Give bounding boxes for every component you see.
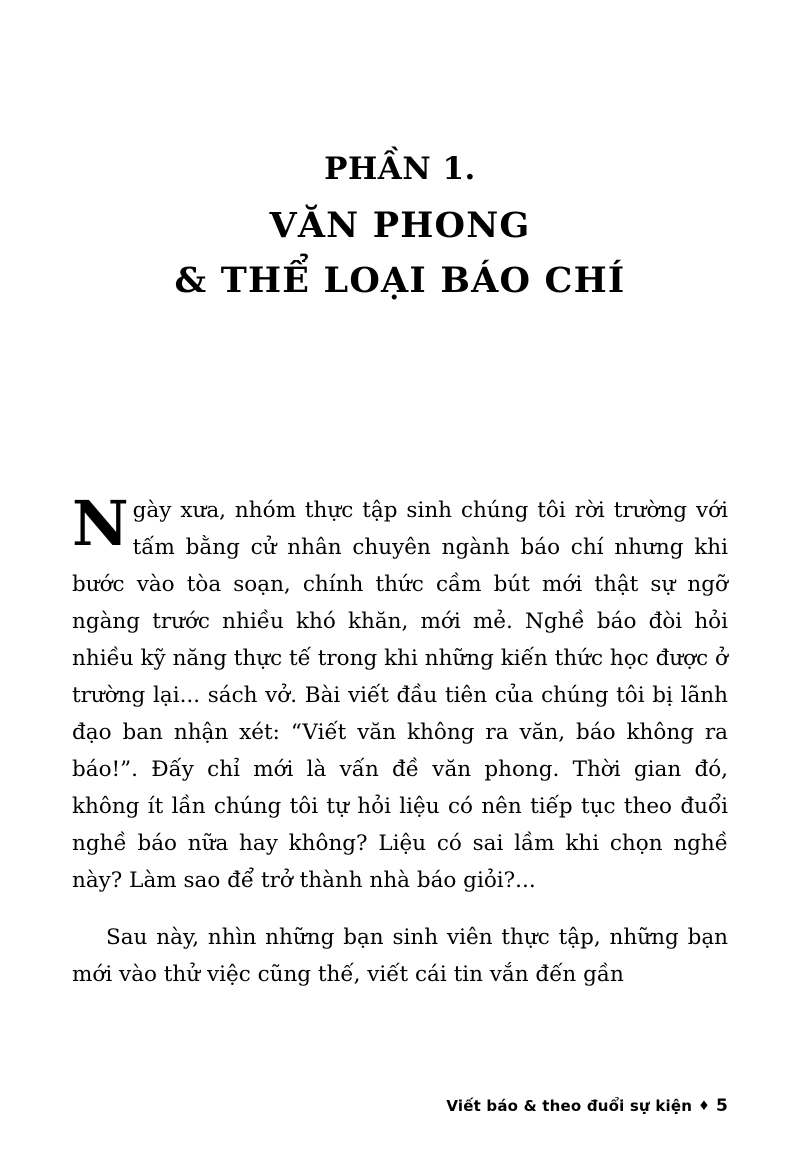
- part-title-line-1: VĂN PHONG: [269, 204, 531, 246]
- title-block: [0, 150, 800, 304]
- diamond-icon: ♦: [698, 1099, 710, 1114]
- paragraph-1: [72, 487, 728, 899]
- paragraph-2: Sau này, nhìn những bạn sinh viên thực tập, những bạn mới vào thử việc cũng thế, viết cái tin vắn đến gần: [72, 925, 728, 987]
- page-number: 5: [715, 1096, 728, 1116]
- page-footer: [72, 1096, 728, 1116]
- footer-book-title: Viết báo & theo đuổi sự kiện: [446, 1097, 693, 1115]
- part-label: PHẦN 1.: [324, 151, 476, 187]
- part-title-line-2: & THỂ LOẠI BÁO CHÍ: [174, 260, 626, 302]
- paragraph-1-text: gày xưa, nhóm thực tập sinh chúng tôi rời trường với tấm bằng cử nhân chuyên ngành báo chí nhưng khi bước vào tòa soạn, chính thức cầm bút mới thật sự ngỡ ngàng trước nhiều khó khăn, mới mẻ. Nghề báo đòi hỏi nhiều kỹ năng thực tế trong khi những kiến thức học được ở trường lại... sách vở. Bài viết đầu tiên của chúng tôi bị lãnh đạo ban nhận xét: “Viết văn không ra văn, báo không ra báo!”. Đấy chỉ mới là vấn đề văn phong. Thời gian đó, không ít lần chúng tôi tự hỏi liệu có nên tiếp tục theo đuổi nghề báo nữa hay không? Liệu có sai lầm khi chọn nghề này? Làm sao để trở thành nhà báo giỏi?...: [72, 498, 728, 893]
- drop-cap: N: [72, 487, 129, 560]
- body-text: [72, 487, 728, 993]
